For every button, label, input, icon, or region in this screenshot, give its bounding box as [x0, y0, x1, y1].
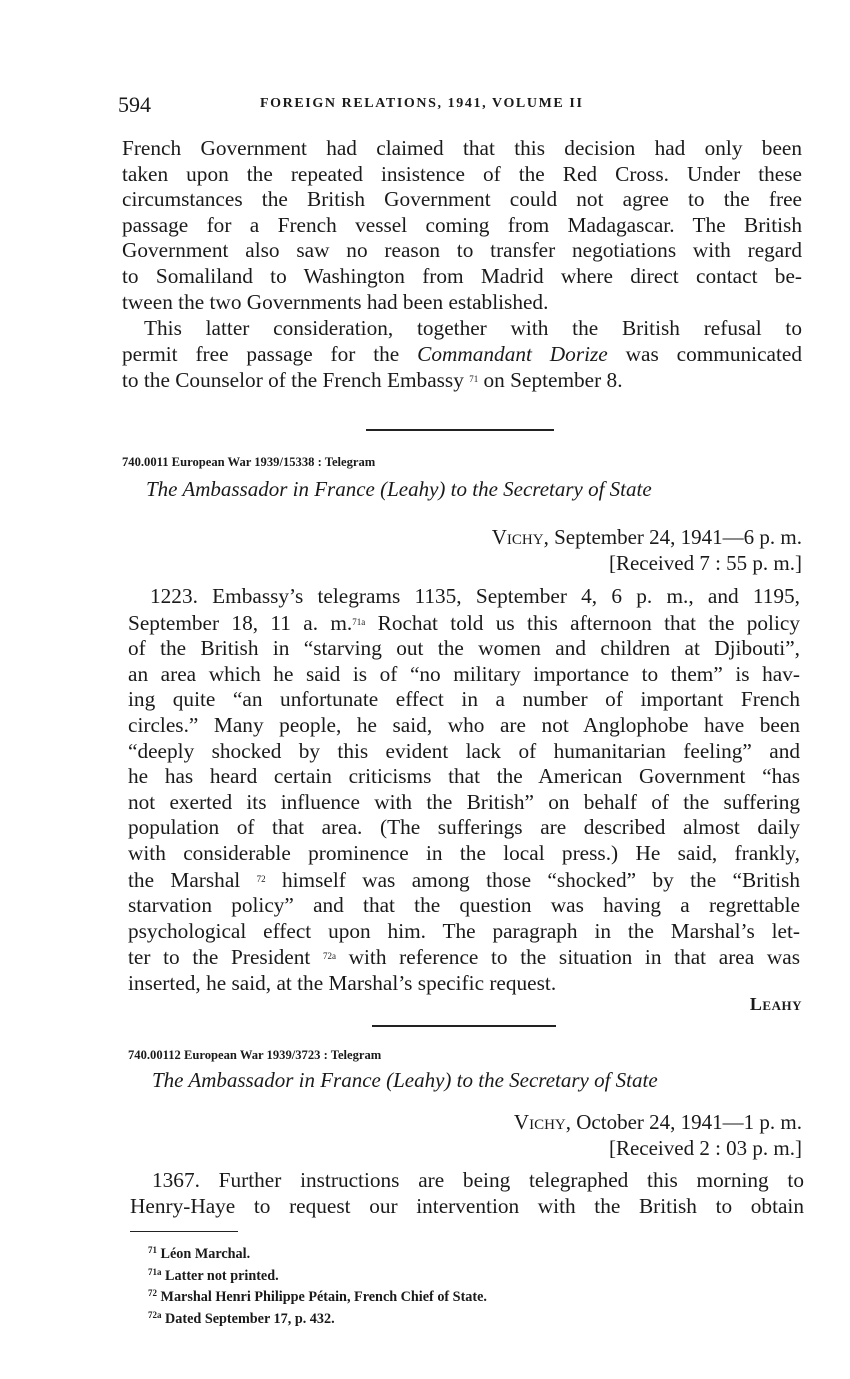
- doc2-body-line: 1367. Further instructions are being telegraphed this morning to: [152, 1168, 804, 1192]
- intro-paragraph: [122, 136, 802, 315]
- footnote-mark: 71: [148, 1245, 157, 1255]
- doc1-dateline: [492, 525, 802, 550]
- footnote-ref: 71: [469, 374, 479, 385]
- doc2-dateline: [514, 1110, 802, 1135]
- intro2-line-2: [122, 342, 802, 368]
- intro-line: tween the two Governments had been established.: [122, 289, 549, 314]
- footnote-mark: 71a: [148, 1266, 162, 1277]
- doc1-body-line: of the British in “starving out the women and children at Djibouti”,: [128, 636, 800, 661]
- doc2-body: [130, 1168, 804, 1219]
- intro2-line-3: [122, 367, 802, 394]
- doc1-body-line: not exerted its influence with the British” on behalf of the suffering: [128, 789, 800, 814]
- doc1-body-line: he has heard certain criticisms that the American Government “has: [128, 764, 800, 789]
- doc1-body-line: an area which he said is of “no military importance to them” is hav-: [128, 661, 800, 686]
- doc1-body-line: psychological effect upon him. The paragraph in the Marshal’s let-: [128, 918, 800, 943]
- doc1-body-line: September 18, 11 a. m.$^{71a}$ Rochat told us this afternoon that the policy: [128, 610, 800, 635]
- doc1-signature: Leahy: [749, 994, 802, 1014]
- intro-line: to Somaliland to Washington from Madrid where direct contact be-: [122, 263, 802, 288]
- doc2-date: , October 24, 1941—1 p. m.: [565, 1110, 802, 1134]
- doc2-body-line: Henry-Haye to request our intervention with the British to obtain: [130, 1193, 804, 1218]
- footnote: [148, 1264, 487, 1286]
- doc1-body-line: 1223. Embassy’s telegrams 1135, September 4, 6 p. m., and 1195,: [150, 584, 800, 608]
- doc1-date: , September 24, 1941—6 p. m.: [543, 525, 802, 549]
- section-divider: [372, 1025, 556, 1027]
- doc1-body-line: the Marshal $^{72}$ himself was among those “shocked” by the “British: [128, 867, 800, 892]
- doc1-received: [Received 7 : 55 p. m.]: [608, 551, 802, 575]
- intro2-text: to the Counselor of the French Embassy: [122, 368, 470, 393]
- footnote: [148, 1285, 487, 1307]
- doc1-body-line: population of that area. (The sufferings are described almost daily: [128, 815, 800, 840]
- intro-line: French Government had claimed that this decision had only been: [122, 136, 802, 160]
- doc1-body-line: starvation policy” and that the question was having a regrettable: [128, 893, 800, 918]
- intro2-text: permit free passage for the: [122, 341, 418, 366]
- intro2-text: was communicated: [607, 341, 803, 366]
- doc2-file-reference: 740.00112 European War 1939/3723 : Telegram: [128, 1048, 382, 1062]
- doc1-place: Vichy: [491, 525, 544, 549]
- footnote-mark: 72: [148, 1288, 157, 1299]
- doc2-place: Vichy: [513, 1110, 566, 1134]
- intro2-line-1: This latter consideration, together with the British refusal to: [144, 316, 802, 340]
- doc1-body-line: ing quite “an unfortunate effect in a number of important French: [128, 687, 800, 712]
- doc1-body-line: inserted, he said, at the Marshal’s specific request.: [128, 970, 557, 995]
- page-number: 594: [118, 92, 151, 117]
- footnote-text: Dated September 17, p. 432.: [161, 1310, 335, 1327]
- doc1-title: The Ambassador in France (Leahy) to the Secretary of State: [146, 477, 652, 501]
- intro-line: taken upon the repeated insistence of the Red Cross. Under these: [122, 161, 802, 186]
- page-header: [118, 92, 808, 120]
- doc1-body: [128, 584, 800, 997]
- footnote-text: Latter not printed.: [161, 1267, 279, 1284]
- doc2-received: [Received 2 : 03 p. m.]: [608, 1136, 802, 1160]
- intro-line: circumstances the British Government could not agree to the free: [122, 187, 802, 212]
- doc1-body-line: circles.” Many people, he said, who are not Anglophobe have been: [128, 712, 800, 737]
- intro-line: passage for a French vessel coming from Madagascar. The British: [122, 212, 802, 237]
- footnote-mark: 72a: [148, 1309, 162, 1320]
- doc1-body-line: with considerable prominence in the local press.) He said, frankly,: [128, 840, 800, 865]
- footnote: [148, 1242, 487, 1264]
- footnotes: [148, 1242, 487, 1328]
- running-title: FOREIGN RELATIONS, 1941, VOLUME II: [260, 96, 584, 111]
- footnote: [148, 1307, 487, 1329]
- footnote-text: Marshal Henri Philippe Pétain, French Chief of State.: [157, 1289, 487, 1306]
- intro-line: Government also saw no reason to transfer negotiations with regard: [122, 238, 802, 263]
- doc1-body-line: ter to the President $^{72a}$ with reference to the situation in that area was: [128, 945, 800, 970]
- ship-name: Commandant Dorize: [417, 341, 608, 366]
- footnote-divider: [130, 1231, 238, 1232]
- doc1-body-line: “deeply shocked by this evident lack of humanitarian feeling” and: [128, 738, 800, 763]
- doc2-title: The Ambassador in France (Leahy) to the Secretary of State: [152, 1068, 658, 1092]
- section-divider: [366, 429, 554, 431]
- footnote-text: Léon Marchal.: [157, 1246, 251, 1262]
- intro2-text: on September 8.: [478, 368, 623, 393]
- doc1-file-reference: 740.0011 European War 1939/15338 : Telegram: [122, 455, 376, 469]
- intro-paragraph-2: [122, 316, 802, 394]
